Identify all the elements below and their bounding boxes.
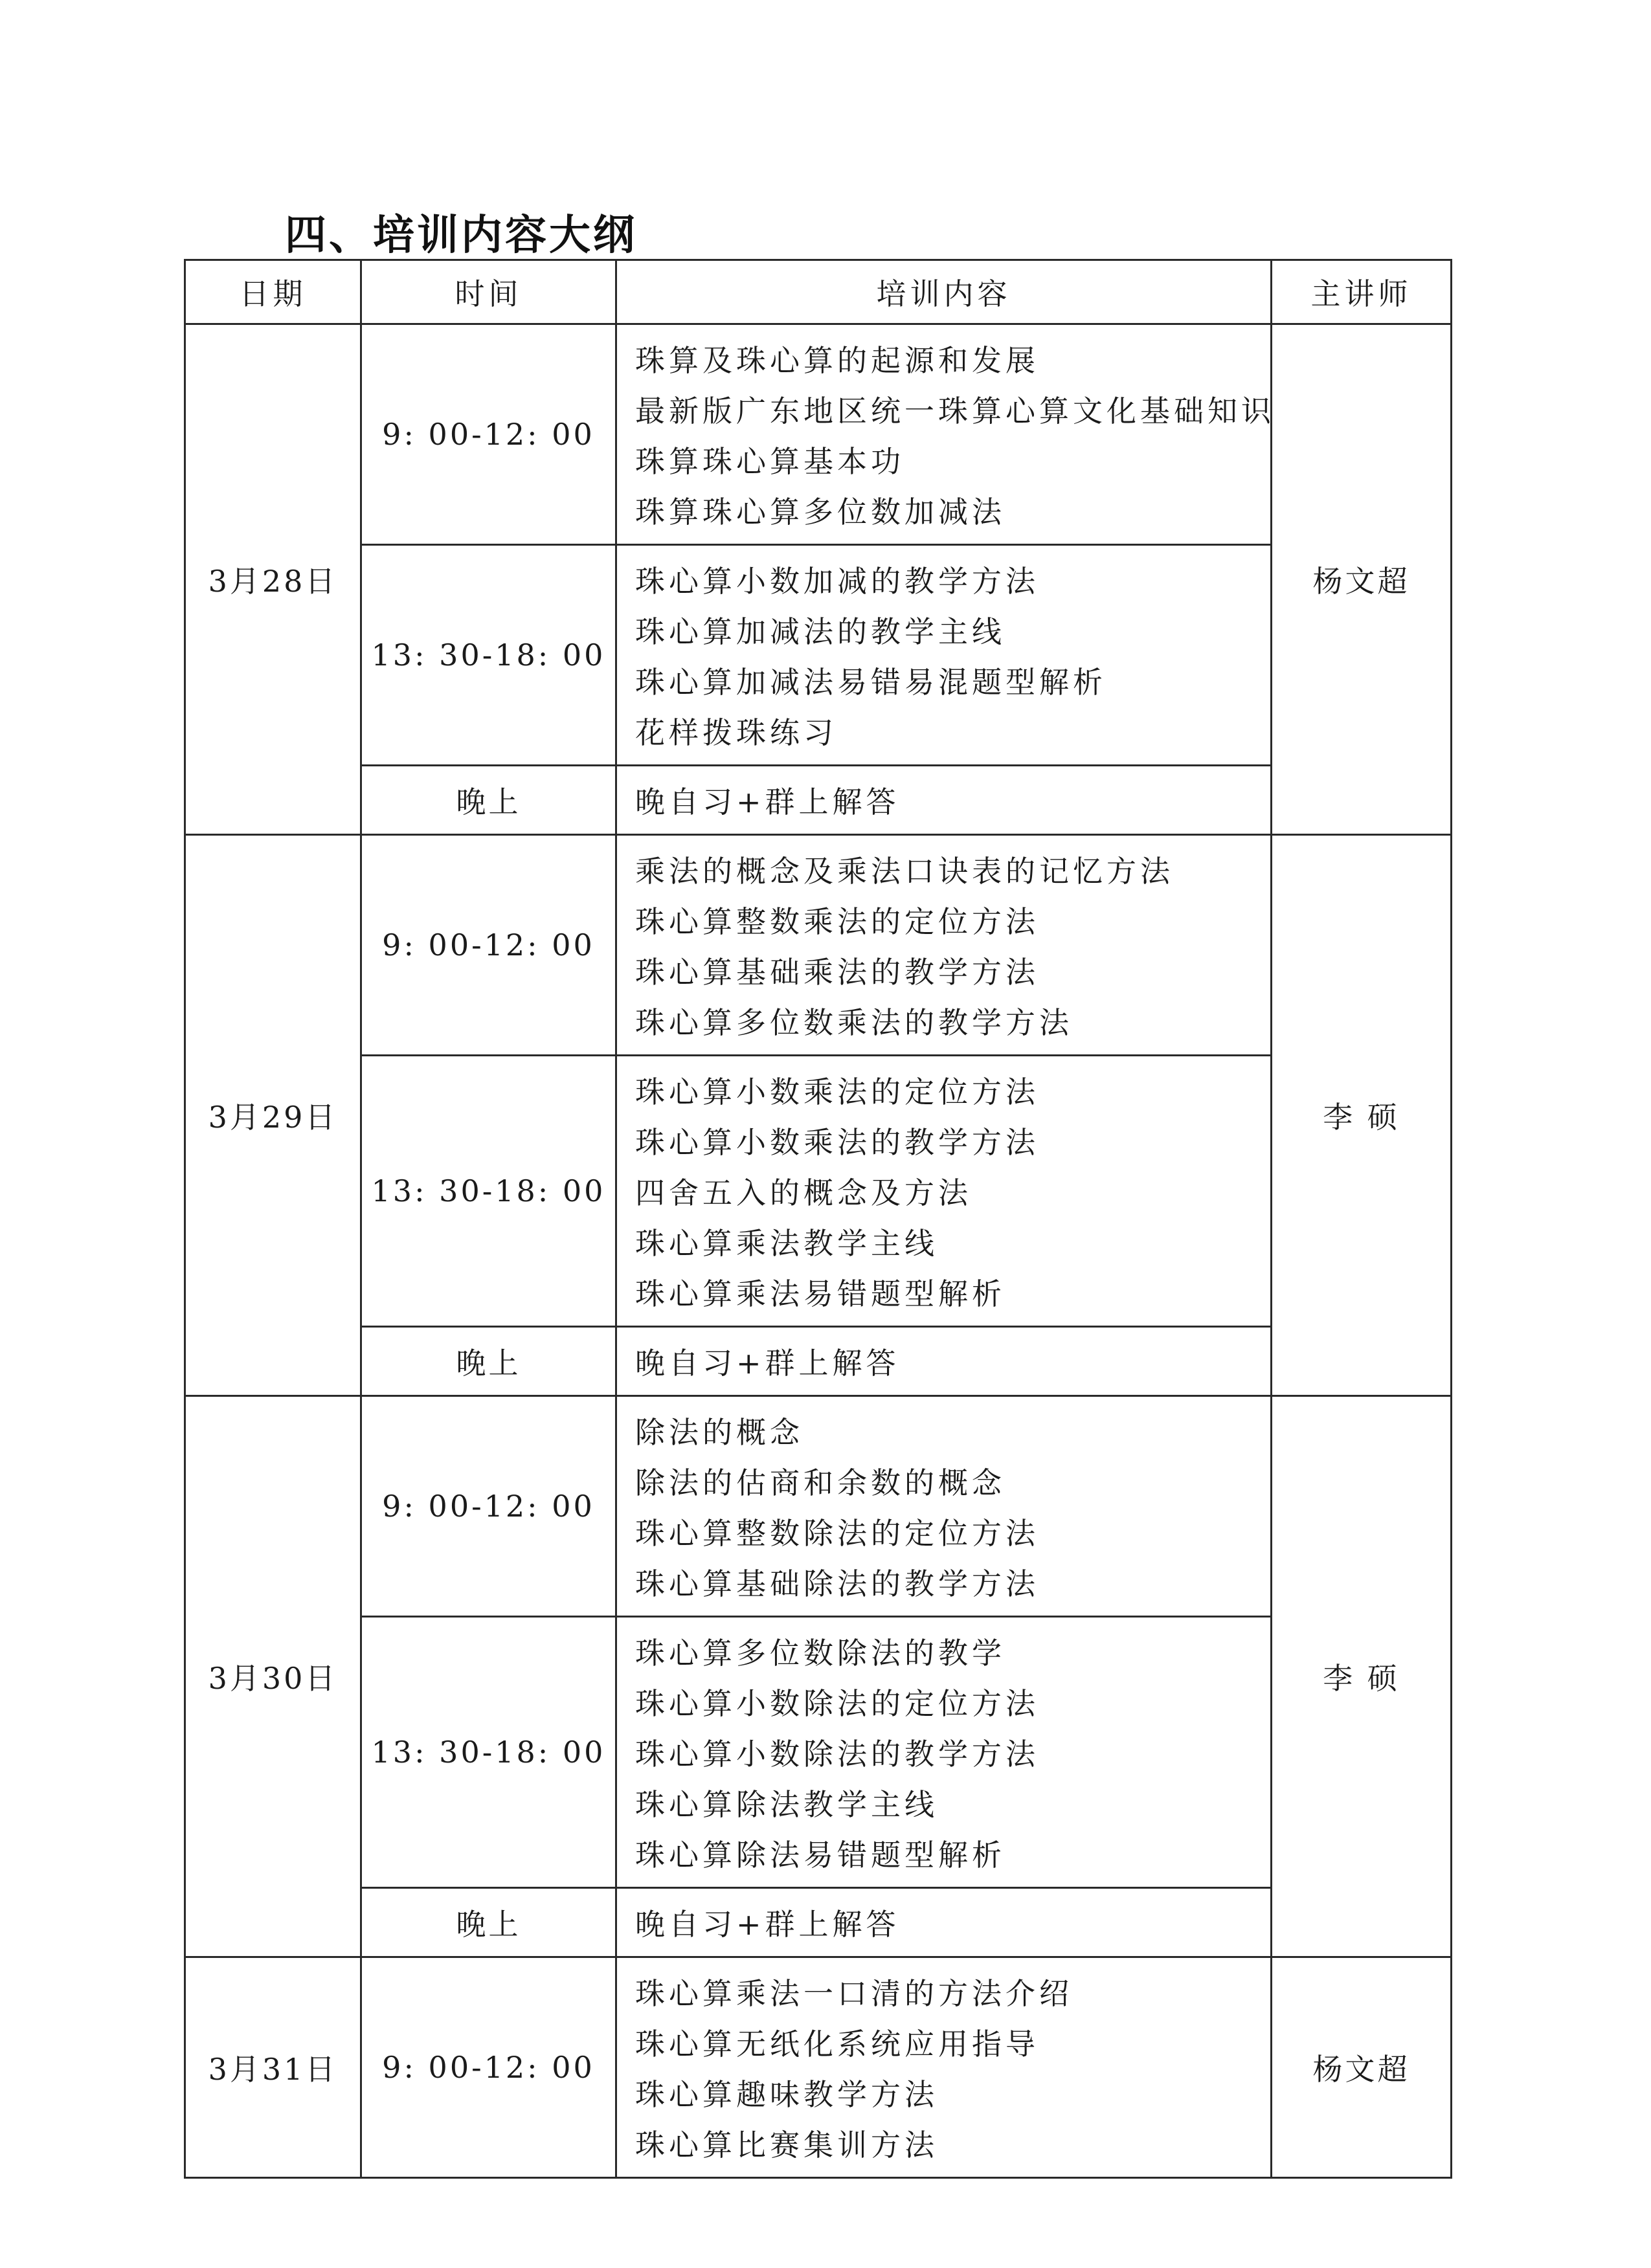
day2-afternoon-row (185, 1056, 1452, 1327)
day1-evening-time: 晚上 (361, 766, 616, 835)
day2-evening-time: 晚上 (361, 1327, 616, 1396)
day2-evening-row (185, 1327, 1452, 1396)
topic-item: 珠心算小数除法的定位方法 (635, 1686, 1039, 1721)
day3-evening-topic (616, 1888, 1272, 1957)
topic-item: 珠心算乘法教学主线 (635, 1226, 938, 1261)
day1-date: 3月28日 (185, 324, 361, 835)
day1-morning-row (185, 324, 1452, 545)
topic-item: 珠心算整数乘法的定位方法 (635, 904, 1039, 939)
day1-evening-row (185, 766, 1452, 835)
topic-item: 晚自习+群上解答 (635, 1346, 900, 1381)
day3-afternoon-time: 13: 30-18: 00 (361, 1617, 616, 1888)
topic-item: 珠心算加减法易错易混题型解析 (635, 665, 1106, 700)
day3-morning-time: 9: 00-12: 00 (361, 1396, 616, 1617)
topic-item: 珠心算小数加减的教学方法 (635, 564, 1039, 599)
day2-afternoon-topics (616, 1056, 1272, 1327)
topic-item: 珠心算基础除法的教学方法 (635, 1566, 1039, 1601)
day1-evening-topic (616, 766, 1272, 835)
topic-item: 除法的概念 (635, 1415, 803, 1450)
header-date: 日期 (185, 260, 361, 324)
topic-item: 珠算及珠心算的起源和发展 (635, 343, 1039, 378)
topic-item: 珠算珠心算基本功 (635, 444, 904, 479)
topic-item: 除法的估商和余数的概念 (635, 1465, 1005, 1500)
topic-item: 珠心算小数乘法的教学方法 (635, 1125, 1039, 1160)
header-lecturer: 主讲师 (1272, 260, 1452, 324)
header-row (185, 260, 1452, 324)
topic-item: 珠心算基础乘法的教学方法 (635, 955, 1039, 990)
topic-item: 晚自习+群上解答 (635, 784, 900, 819)
page-title: 四、培训内容大纲 (285, 212, 637, 260)
topic-item: 珠心算整数除法的定位方法 (635, 1516, 1039, 1551)
day3-evening-time: 晚上 (361, 1888, 616, 1957)
day3-afternoon-topics (616, 1617, 1272, 1888)
header-content: 培训内容 (616, 260, 1272, 324)
day2-evening-topic (616, 1327, 1272, 1396)
topic-item: 珠心算小数乘法的定位方法 (635, 1074, 1039, 1109)
topic-item: 珠心算趣味教学方法 (635, 2077, 938, 2112)
topic-item: 珠心算乘法易错题型解析 (635, 1276, 1005, 1311)
topic-item: 珠心算比赛集训方法 (635, 2128, 938, 2162)
day3-date: 3月30日 (185, 1396, 361, 1957)
day2-afternoon-time: 13: 30-18: 00 (361, 1056, 616, 1327)
header-time: 时间 (361, 260, 616, 324)
topic-item: 乘法的概念及乘法口诀表的记忆方法 (635, 854, 1174, 889)
topic-item: 晚自习+群上解答 (635, 1907, 900, 1942)
day4-morning-topics (616, 1957, 1272, 2178)
day2-lecturer: 李 硕 (1272, 835, 1452, 1396)
topic-item: 珠心算多位数除法的教学 (635, 1636, 1005, 1671)
day1-morning-time: 9: 00-12: 00 (361, 324, 616, 545)
training-schedule-table (184, 259, 1452, 2179)
topic-item: 最新版广东地区统一珠算心算文化基础知识 (635, 394, 1275, 428)
day2-date: 3月29日 (185, 835, 361, 1396)
topic-item: 珠心算乘法一口清的方法介绍 (635, 1976, 1073, 2011)
day4-lecturer: 杨文超 (1272, 1957, 1452, 2178)
day4-morning-time: 9: 00-12: 00 (361, 1957, 616, 2178)
day2-morning-row (185, 835, 1452, 1056)
day3-evening-row (185, 1888, 1452, 1957)
day4-date: 3月31日 (185, 1957, 361, 2178)
topic-item: 珠心算无纸化系统应用指导 (635, 2027, 1039, 2062)
day1-lecturer: 杨文超 (1272, 324, 1452, 835)
topic-item: 花样拨珠练习 (635, 715, 837, 750)
day3-lecturer: 李 硕 (1272, 1396, 1452, 1957)
day1-afternoon-topics (616, 545, 1272, 766)
day1-morning-topics (616, 324, 1275, 545)
day2-morning-time: 9: 00-12: 00 (361, 835, 616, 1056)
day3-morning-topics (616, 1396, 1272, 1617)
topic-item: 珠心算小数除法的教学方法 (635, 1737, 1039, 1772)
day2-morning-topics (616, 835, 1272, 1056)
topic-item: 珠算珠心算多位数加减法 (635, 495, 1005, 529)
day1-afternoon-row (185, 545, 1452, 766)
topic-item: 珠心算除法易错题型解析 (635, 1838, 1005, 1873)
topic-item: 珠心算加减法的教学主线 (635, 614, 1005, 649)
day1-afternoon-time: 13: 30-18: 00 (361, 545, 616, 766)
day3-afternoon-row (185, 1617, 1452, 1888)
day4-morning-row (185, 1957, 1452, 2178)
topic-item: 珠心算除法教学主线 (635, 1787, 938, 1822)
topic-item: 四舍五入的概念及方法 (635, 1175, 972, 1210)
topic-item: 珠心算多位数乘法的教学方法 (635, 1005, 1073, 1040)
day3-morning-row (185, 1396, 1452, 1617)
